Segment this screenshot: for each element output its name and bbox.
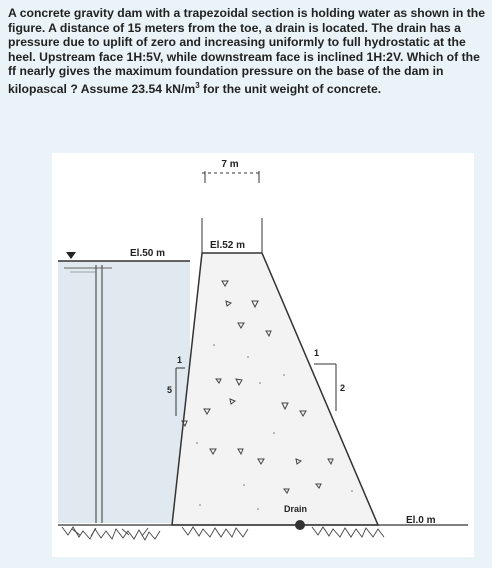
crest-width-label: 7 m: [221, 159, 239, 170]
ground-hatching: [62, 527, 384, 540]
downstream-slope-v-label: 2: [340, 383, 346, 393]
dam-body: [172, 253, 378, 525]
water-level-marker: [66, 252, 76, 259]
problem-text-end: for the unit weight of concrete.: [199, 82, 382, 97]
drain-label: Drain: [284, 504, 308, 514]
upstream-slope-h-label: 1: [177, 355, 183, 365]
base-elevation-label: El.0 m: [406, 515, 436, 526]
water-elevation-label: El.50 m: [130, 248, 166, 259]
dam-diagram: [52, 153, 474, 557]
problem-text-main: A concrete gravity dam with a trapezoidal section is holding water as shown in the figure. A distance of 15 meters from the toe, a drain is located. The drain has a pressure due to uplift of zero and increasing uniformly to full hydrostatic at the heel. Upstream face 1H:5V, while downstream face is inclined 1H:2V. Which of the ff nearly gives the maximum foundation pressure on the base of the dam in kilopascal ? Assume 23.54 kN/m: [8, 6, 485, 97]
dam-figure: [52, 153, 474, 557]
problem-superscript: 3: [195, 80, 200, 90]
problem-statement: [8, 6, 486, 97]
crest-elevation-label: El.52 m: [210, 240, 246, 251]
upstream-slope-v-label: 5: [167, 385, 173, 395]
downstream-slope-h-label: 1: [314, 348, 320, 358]
